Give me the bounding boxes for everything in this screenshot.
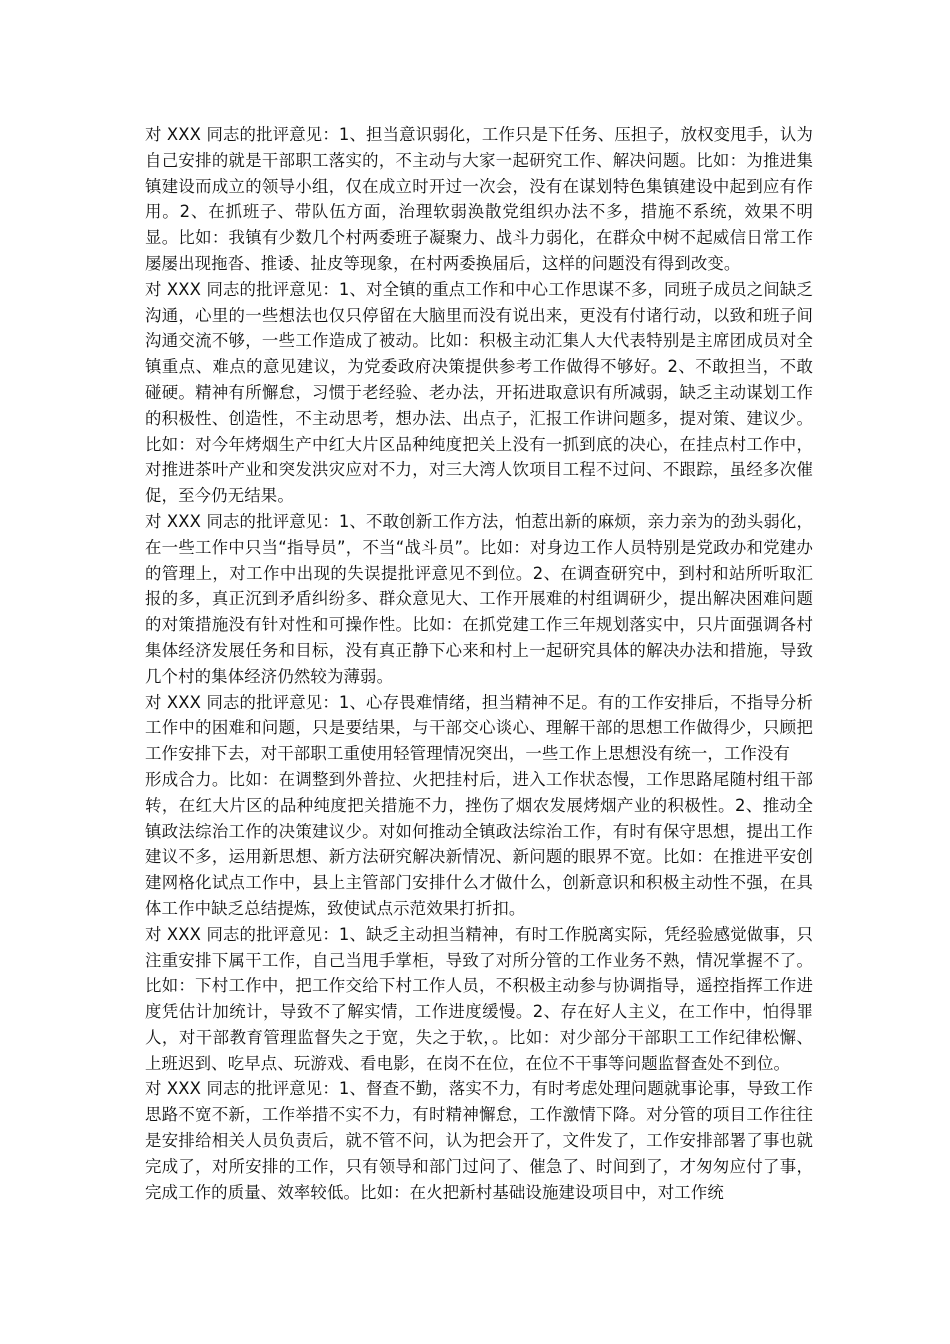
critique-paragraph-5: 对 XXX 同志的批评意见：1、缺乏主动担当精神，有时工作脱离实际，凭经验感觉做事，只注重安排下属干工作，自己当甩手掌柜，导致了对所分管的工作业务不熟，情况掌握不了。比如：下村工作中，把工作交给下村工作人员，不积极主动参与协调指导，遥控指挥工作进度凭估计加统计，导致不了解实情，工作进度缓慢。2、存在好人主义，在工作中，怕得罪人，对干部教育管理监督失之于宽，失之于软，。比如：对少部分干部职工工作纪律松懈、上班迟到、吃早点、玩游戏、看电影，在岗不在位，在位不干事等问题监督查处不到位。	[145, 924, 813, 1073]
critique-paragraph-6: 对 XXX 同志的批评意见：1、督查不勤，落实不力，有时考虑处理问题就事论事，导致工作思路不宽不新，工作举措不实不力，有时精神懈怠，工作激情下降。对分管的项目工作往往是安排给相关人员负责后，就不管不问，认为把会开了，文件发了，工作安排部署了事也就完成了，对所安排的工作，只有领导和部门过问了、催急了、时间到了，才匆匆应付了事，完成工作的质量、效率较低。比如：在火把新村基础设施建设项目中，对工作统	[145, 1079, 813, 1202]
critique-paragraph-1: 对 XXX 同志的批评意见：1、担当意识弱化，工作只是下任务、压担子，放权变甩手，认为自己安排的就是干部职工落实的，不主动与大家一起研究工作、解决问题。比如：为推进集镇建设而成立的领导小组，仅在成立时开过一次会，没有在谋划特色集镇建设中起到应有作用。2、在抓班子、带队伍方面，治理软弱涣散党组织办法不多，措施不系统，效果不明显。比如：我镇有少数几个村两委班子凝聚力、战斗力弱化，在群众中树不起威信日常工作屡屡出现拖沓、推诿、扯皮等现象，在村两委换届后，这样的问题没有得到改变。	[145, 125, 813, 273]
critique-paragraph-4: 对 XXX 同志的批评意见：1、心存畏难情绪，担当精神不足。有的工作安排后，不指导分析工作中的困难和问题，只是要结果，与干部交心谈心、理解干部的思想工作做得少，只顾把工作安排下去，对干部职工重使用轻管理情况突出，一些工作上思想没有统一，工作没有 形成合力。比如：在调整到外普拉、火把挂村后，进入工作状态慢，工作思路尾随村组干部转，在红大片区的品种纯度把关措施不力，挫伤了烟农发展烤烟产业的积极性。2、推动全镇政法综治工作的决策建议少。对如何推动全镇政法综治工作，有时有保守思想，提出工作建议不多，运用新思想、新方法研究解决新情况、新问题的眼界不宽。比如：在推进平安创建网格化试点工作中，县上主管部门安排什么才做什么，创新意识和积极主动性不强，在具体工作中缺乏总结提炼，致使试点示范效果打折扣。	[145, 692, 813, 918]
document-body	[145, 122, 813, 1205]
critique-paragraph-3: 对 XXX 同志的批评意见：1、不敢创新工作方法，怕惹出新的麻烦，亲力亲为的劲头弱化，在一些工作中只当“指导员”，不当“战斗员”。比如：对身边工作人员特别是党政办和党建办的管理上，对工作中出现的失误提批评意见不到位。2、在调查研究中，到村和站所听取汇报的多，真正沉到矛盾纠纷多、群众意见大、工作开展难的村组调研少，提出解决困难问题的对策措施没有针对性和可操作性。比如：在抓党建工作三年规划落实中，只片面强调各村集体经济发展任务和目标，没有真正静下心来和村上一起研究具体的解决办法和措施，导致几个村的集体经济仍然较为薄弱。	[145, 511, 813, 686]
critique-paragraph-2: 对 XXX 同志的批评意见：1、对全镇的重点工作和中心工作思谋不多，同班子成员之间缺乏沟通，心里的一些想法也仅只停留在大脑里而没有说出来，更没有付诸行动，以致和班子间沟通交流不够，一些工作造成了被动。比如：积极主动汇集人大代表特别是主席团成员对全镇重点、难点的意见建议，为党委政府决策提供参考工作做得不够好。2、不敢担当，不敢碰硬。精神有所懈怠，习惯于老经验、老办法，开拓进取意识有所减弱，缺乏主动谋划工作的积极性、创造性，不主动思考，想办法、出点子，汇报工作讲问题多，提对策、建议少。比如：对今年烤烟生产中红大片区品种纯度把关上没有一抓到底的决心，在挂点村工作中，对推进茶叶产业和突发洪灾应对不力，对三大湾人饮项目工程不过问、不跟踪，虽经多次催促，至今仍无结果。	[145, 279, 813, 506]
